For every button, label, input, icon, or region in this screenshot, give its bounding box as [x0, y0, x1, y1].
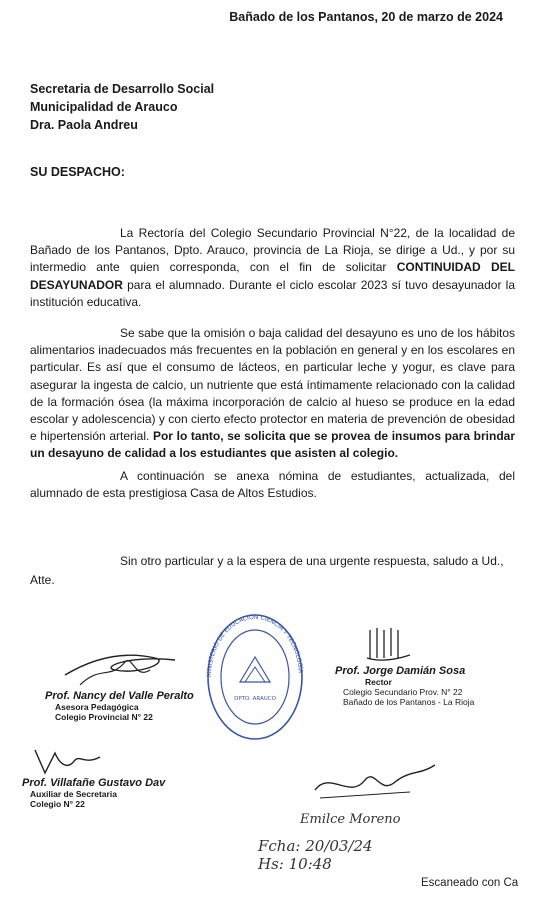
signature-right — [335, 665, 474, 707]
stamp-inner-ring — [221, 630, 289, 724]
paragraph-justification-text: Se sabe que la omisión o baja calidad del desayuno es uno de los hábitos alimentarios inadecuados más frecuentes en la población en general y en los escolares en particular. Es así que el consumo de lácteos, en particular leche y yogur, es clave para asegurar la ingesta de calcio, un nutriente que está íntimamente relacionado con la calidad de la formación ósea (la máxima incorporación de calcio al hueso se produce en la edad escolar y adolescencia) y con cierto efecto protector en materia de prevención de obesidad e hipertensión arterial. — [30, 326, 515, 444]
signature-bottom-name: Prof. Villafañe Gustavo Dav — [22, 777, 166, 789]
received-date-handwritten: Fcha: 20/03/24 — [258, 837, 373, 855]
signature-scribble-left — [60, 640, 180, 690]
recipient-line-1: Secretaria de Desarrollo Social — [30, 82, 215, 96]
paragraph-request-text-a: La Rectoría del Colegio Secundario Provincial N°22, de la localidad de Bañado de los Pantanos, Dpto. Arauco, provincia de La Rioja, se dirige a Ud., y por su intermedio ante quien corresponda, con el fin de solicitar — [30, 226, 515, 275]
stamp-center-text: DPTO. ARAUCO — [234, 696, 276, 702]
closing-atte: Atte. — [30, 573, 55, 587]
signature-left-role-1: Asesora Pedagógica — [55, 702, 139, 712]
signature-right-role-1: Rector — [365, 677, 392, 687]
receiver-signature-scribble — [310, 760, 440, 805]
paragraph-justification — [30, 325, 515, 463]
receiver-name-handwritten: Emilce Moreno — [300, 812, 401, 827]
recipient-line-3: Dra. Paola Andreu — [30, 118, 138, 132]
paragraph-annex-text: A continuación se anexa nómina de estudiantes, actualizada, del alumnado de esta prestigiosa Casa de Altos Estudios. — [30, 469, 515, 501]
signature-right-name: Prof. Jorge Damián Sosa — [335, 665, 466, 677]
paragraph-closing-text: Sin otro particular y a la espera de una urgente respuesta, saludo a Ud., — [120, 554, 504, 568]
signature-left-name: Prof. Nancy del Valle Peralto — [45, 690, 194, 702]
signature-bottom — [22, 777, 165, 809]
signature-left-role-2: Colegio Provincial N° 22 — [55, 712, 153, 722]
document-date: Bañado de los Pantanos, 20 de marzo de 2024 — [229, 10, 503, 24]
signature-right-role-3: Bañado de los Pantanos - La Rioja — [343, 697, 475, 707]
scanner-watermark: Escaneado con Ca — [421, 877, 519, 889]
paragraph-justification-bold: Por lo tanto, se solicita que se provea de insumos para brindar un desayuno de calidad a los estudiantes que asisten al colegio. — [30, 429, 515, 461]
signature-bottom-role-2: Colegio N° 22 — [30, 799, 85, 809]
paragraph-closing — [30, 553, 515, 570]
stamp-emblem — [240, 657, 270, 682]
salutation: SU DESPACHO: — [30, 165, 125, 179]
stamp-ring-text: MINISTERIO DE EDUCACIÓN CIENCIA Y TECNOLOGÍA — [205, 613, 304, 678]
received-time-handwritten: Hs: 10:48 — [258, 855, 332, 873]
signature-left — [45, 690, 194, 722]
signature-scribble-right — [365, 620, 415, 665]
paragraph-request — [30, 225, 515, 311]
signature-bottom-role-1: Auxiliar de Secretaria — [30, 789, 117, 799]
paragraph-request-text-b: para el alumnado. Durante el ciclo escolar 2023 sí tuvo desayunador la institución educativa. — [30, 277, 515, 309]
paragraph-annex — [30, 468, 515, 502]
signature-right-role-2: Colegio Secundario Prov. N° 22 — [343, 687, 463, 697]
paragraph-request-bold: CONTINUIDAD DEL DESAYUNADOR — [30, 260, 515, 292]
recipient-block — [30, 80, 214, 134]
signature-scribble-bottom — [30, 745, 110, 780]
recipient-line-2: Municipalidad de Arauco — [30, 100, 178, 114]
official-stamp — [205, 612, 305, 742]
